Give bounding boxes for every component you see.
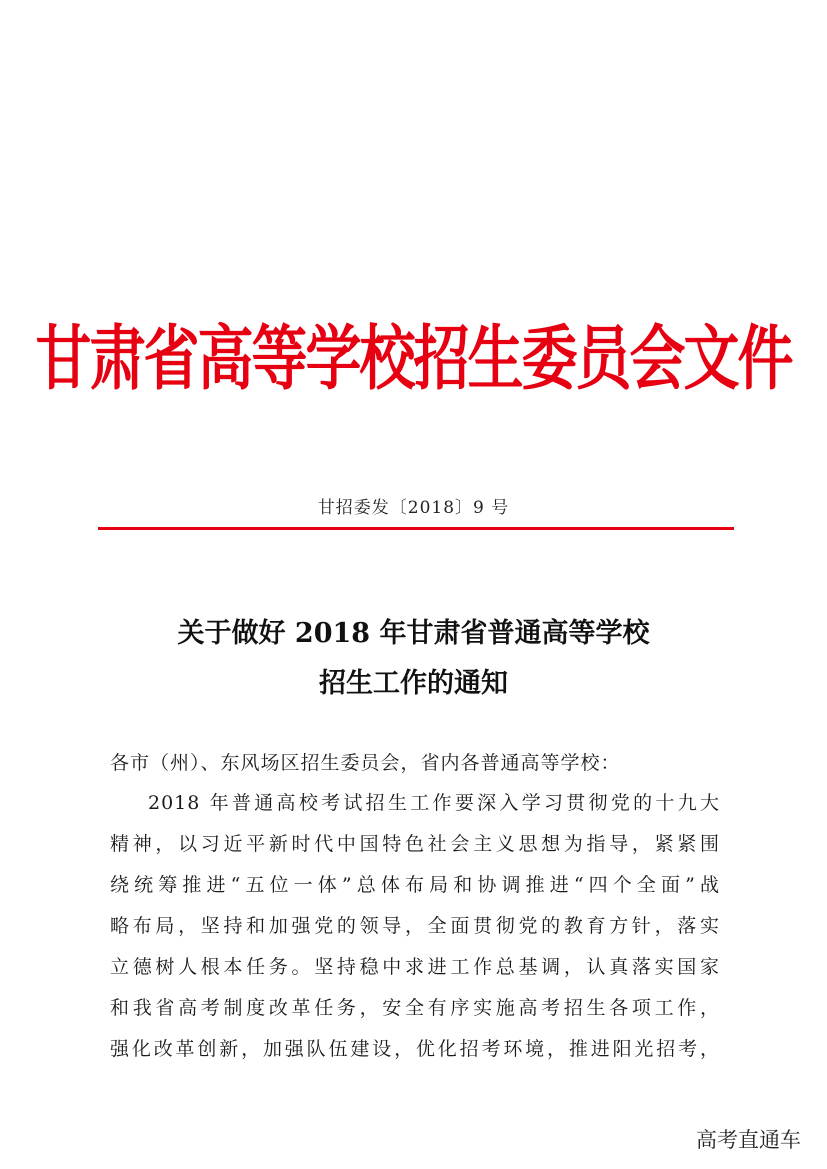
masthead-red-rule [98,527,734,530]
body-line-3: 绕统筹推进“五位一体”总体布局和协调推进“四个全面”战 [110,874,720,896]
body-line-5: 立德树人根本任务。坚持稳中求进工作总基调，认真落实国家 [110,956,720,978]
body-line-6: 和我省高考制度改革任务，安全有序实施高考招生各项工作， [110,997,720,1019]
source-watermark: 高考直通车 [696,1128,801,1152]
salutation: 各市（州）、东风场区招生委员会，省内各普通高等学校： [110,752,621,774]
notice-title-line-2: 招生工作的通知 [319,668,508,699]
body-line-1: 2018 年普通高校考试招生工作要深入学习贯彻党的十九大 [148,792,720,814]
body-line-2: 精神，以习近平新时代中国特色社会主义思想为指导，紧紧围 [110,833,720,855]
notice-title-line-1: 关于做好 2018 年甘肃省普通高等学校 [177,618,650,649]
document-masthead: 甘肃省高等学校招生委员会文件 [35,318,792,400]
body-line-7: 强化改革创新，加强队伍建设，优化招考环境，推进阳光招考， [110,1038,720,1060]
body-line-4: 略布局，坚持和加强党的领导，全面贯彻党的教育方针，落实 [110,915,720,937]
document-number: 甘招委发〔2018〕9 号 [317,498,510,518]
